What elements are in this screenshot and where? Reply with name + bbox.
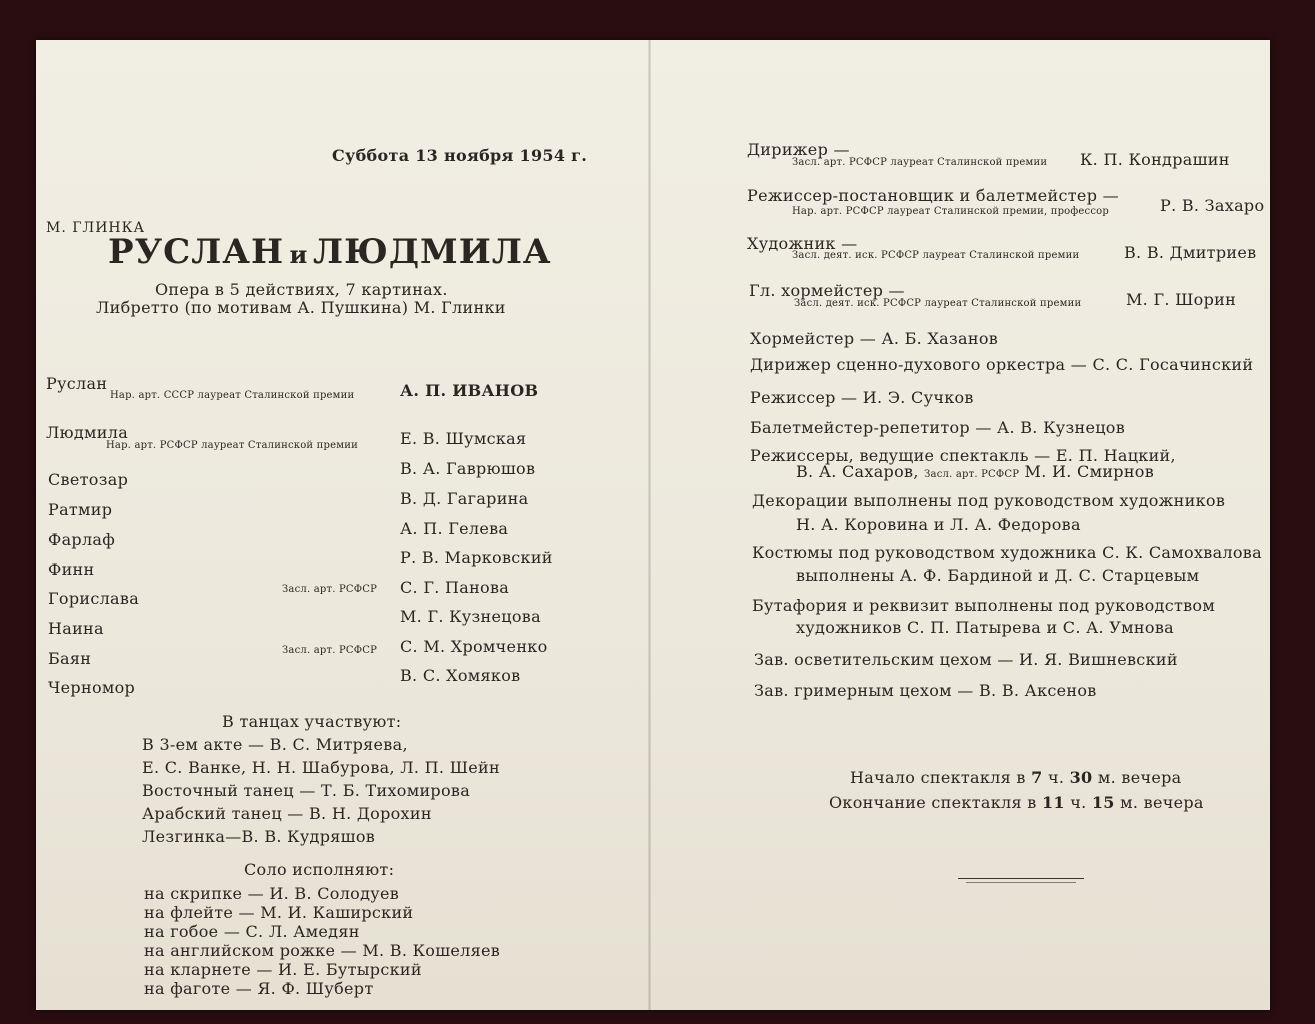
cast-performer: М. Г. Кузнецова xyxy=(400,607,541,626)
solo-heading: Соло исполняют: xyxy=(244,860,395,879)
dance-line: Лезгинка—В. В. Кудряшов xyxy=(142,827,376,846)
cast-title: Засл. арт. РСФСР xyxy=(282,645,378,656)
crew-line: Дирижер сценно-духового оркестра — С. С. Госачинский xyxy=(750,355,1254,374)
opera-title xyxy=(108,232,552,272)
end-time-prefix: Окончание спектакля в xyxy=(829,793,1037,812)
choir-label: Гл. хормейстер — xyxy=(749,281,905,300)
credit-line: Н. А. Коровина и Л. А. Федорова xyxy=(796,515,1081,534)
end-time-minute: 15 xyxy=(1091,793,1115,812)
conductor-name: К. П. Кондрашин xyxy=(1080,150,1230,169)
start-time xyxy=(850,768,1182,787)
start-time-hour: 7 xyxy=(1031,768,1043,787)
credit-line: Декорации выполнены под руководством художников xyxy=(752,491,1226,510)
cast-role: Баян xyxy=(48,649,92,668)
stage-manager-name: М. И. Смирнов xyxy=(1024,462,1155,481)
divider-rule xyxy=(958,878,1084,879)
stage-manager-name: В. А. Сахаров, xyxy=(796,462,919,481)
start-time-h-unit: ч. xyxy=(1047,768,1065,787)
cast-role: Ратмир xyxy=(48,500,113,519)
title-main: РУСЛАН xyxy=(108,232,285,272)
solo-line: на английском рожке — М. В. Кошеляев xyxy=(144,941,501,960)
performance-date: Суббота 13 ноября 1954 г. xyxy=(332,146,588,165)
cast-title: Нар. арт. РСФСР лауреат Сталинской премии xyxy=(106,440,358,451)
credit-line: Костюмы под руководством художника С. К. Самохвалова xyxy=(752,543,1262,562)
end-time-h-unit: ч. xyxy=(1070,793,1087,812)
cast-performer: С. Г. Панова xyxy=(400,578,510,597)
title-second: ЛЮДМИЛА xyxy=(313,232,552,272)
credit-line: Бутафория и реквизит выполнены под руководством xyxy=(752,596,1216,615)
solo-line: на кларнете — И. Е. Бутырский xyxy=(144,960,422,979)
end-time-suffix: м. вечера xyxy=(1120,793,1204,812)
cast-role: Финн xyxy=(48,560,95,579)
dances-heading: В танцах участвуют: xyxy=(222,712,402,731)
crew-line: Режиссеры, ведущие спектакль — Е. П. Нацкий, xyxy=(750,446,1176,465)
solo-line: на флейте — М. И. Каширский xyxy=(144,903,414,922)
credit-line: Зав. осветительским цехом — И. Я. Вишневский xyxy=(754,650,1178,669)
solo-line: на гобое — С. Л. Амедян xyxy=(144,922,360,941)
cast-role: Наина xyxy=(48,619,104,638)
dance-line: В 3-ем акте — В. С. Митряева, xyxy=(142,735,408,754)
credit-line: художников С. П. Патырева и С. А. Умнова xyxy=(796,618,1174,637)
director-title: Нар. арт. РСФСР лауреат Сталинской премии, профессор xyxy=(792,206,1109,217)
conductor-title: Засл. арт. РСФСР лауреат Сталинской премии xyxy=(792,157,1048,168)
stage-manager-title: Засл. арт. РСФСР xyxy=(924,469,1020,480)
cast-performer: Е. В. Шумская xyxy=(400,429,527,448)
title-and: и xyxy=(289,240,308,269)
stage-managers-line xyxy=(796,462,1154,481)
dance-line: Восточный танец — Т. Б. Тихомирова xyxy=(142,781,471,800)
artist-title: Засл. деят. иск. РСФСР лауреат Сталинской премии xyxy=(792,250,1080,261)
start-time-minute: 30 xyxy=(1069,768,1093,787)
choir-title: Засл. деят. иск. РСФСР лауреат Сталинской премии xyxy=(794,298,1082,309)
cast-role: Людмила xyxy=(46,423,129,442)
cast-role: Черномор xyxy=(48,678,136,697)
crew-line: Балетмейстер-репетитор — А. В. Кузнецов xyxy=(750,418,1126,437)
composer: М. ГЛИНКА xyxy=(46,220,146,236)
cast-performer: А. П. ИВАНОВ xyxy=(400,381,539,400)
cast-role: Руслан xyxy=(46,374,108,393)
crew-line: Режиссер — И. Э. Сучков xyxy=(750,388,974,407)
director-label: Режиссер-постановщик и балетмейстер — xyxy=(747,186,1119,205)
divider-rule xyxy=(966,882,1076,883)
cast-performer: С. М. Хромченко xyxy=(400,637,548,656)
cast-performer: Р. В. Марковский xyxy=(400,548,553,567)
solo-line: на скрипке — И. В. Солодуев xyxy=(144,884,400,903)
opera-subtitle: Опера в 5 действиях, 7 картинах. xyxy=(155,280,448,299)
crew-line: Хормейстер — А. Б. Хазанов xyxy=(750,329,999,348)
end-time xyxy=(829,793,1204,812)
dance-line: Е. С. Ванке, Н. Н. Шабурова, Л. П. Шейн xyxy=(142,758,500,777)
artist-label: Художник — xyxy=(747,234,858,253)
start-time-prefix: Начало спектакля в xyxy=(850,768,1026,787)
director-name: Р. В. Захаро xyxy=(1160,196,1265,215)
cast-role: Горислава xyxy=(48,589,140,608)
cast-performer: В. С. Хомяков xyxy=(400,666,521,685)
libretto: Либретто (по мотивам А. Пушкина) М. Глинки xyxy=(96,298,506,317)
conductor-label: Дирижер — xyxy=(747,140,850,159)
cast-role: Фарлаф xyxy=(48,530,116,549)
cast-role: Светозар xyxy=(48,470,129,489)
choir-name: М. Г. Шорин xyxy=(1126,290,1237,309)
credit-line: Зав. гримерным цехом — В. В. Аксенов xyxy=(754,681,1097,700)
credit-line: выполнены А. Ф. Бардиной и Д. С. Старцевым xyxy=(796,566,1200,585)
start-time-suffix: м. вечера xyxy=(1097,768,1182,787)
dance-line: Арабский танец — В. Н. Дорохин xyxy=(142,804,432,823)
cast-performer: В. А. Гаврюшов xyxy=(400,459,536,478)
cast-title: Нар. арт. СССР лауреат Сталинской премии xyxy=(110,390,355,401)
cast-title: Засл. арт. РСФСР xyxy=(282,584,378,595)
cast-performer: В. Д. Гагарина xyxy=(400,489,529,508)
cast-performer: А. П. Гелева xyxy=(400,519,509,538)
solo-line: на фаготе — Я. Ф. Шуберт xyxy=(144,979,374,998)
artist-name: В. В. Дмитриев xyxy=(1124,243,1257,262)
end-time-hour: 11 xyxy=(1041,793,1065,812)
